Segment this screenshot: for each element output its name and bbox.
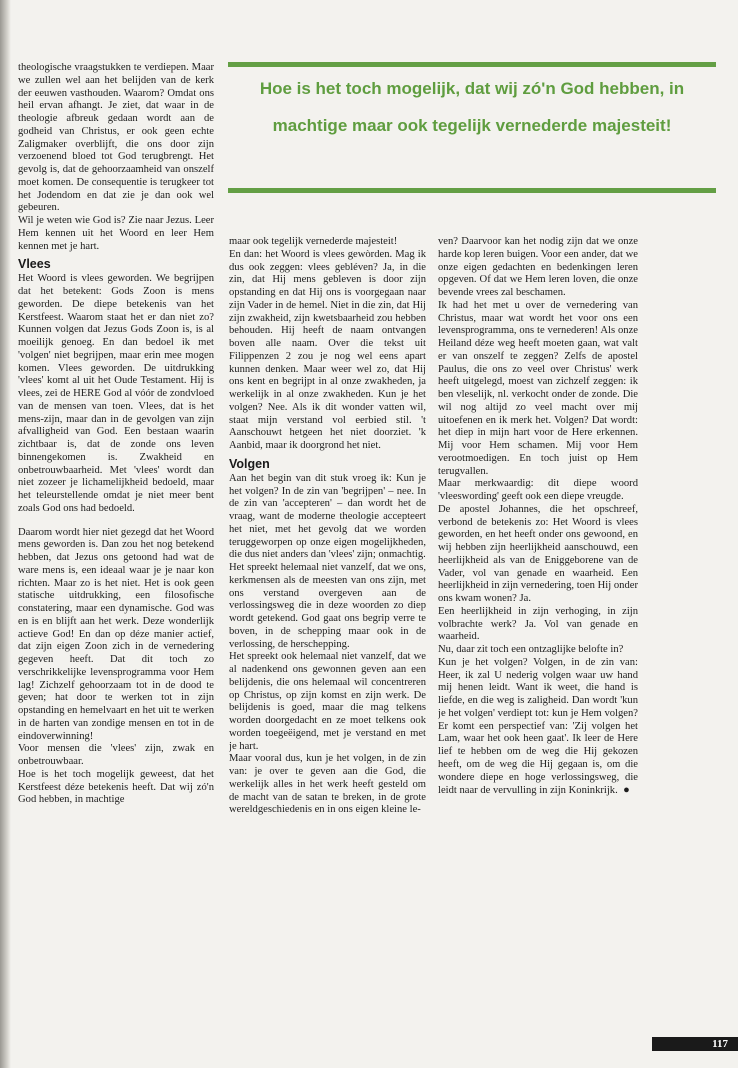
paragraph: Wil je weten wie God is? Zie naar Jezus. Leer Hem kennen uit het Woord en leer Hem kennen met je hart. xyxy=(18,215,214,252)
paragraph: Een heerlijkheid in zijn verhoging, in zijn volbrachte werk? Ja. Vol van genade en waarheid. xyxy=(438,605,638,643)
paragraph: maar ook tegelijk vernederde majesteit! xyxy=(229,236,398,247)
paragraph: Het Woord is vlees geworden. We begrijpen dat het betekent: Gods Zoon is mens geworden. De diepe betekenis van het Kerstfeest. Waarom staat het er dan niet zo? Kunnen volgen dat Jezus Gods Zoon is, is al moeilijk genoeg. En dan bedoel ik met 'volgen' niet begrijpen, maar erin mee mogen komen. Vlees geworden. De uitdrukking 'vlees' komt al uit het Oude Testament. Hij is vlees, zei de HERE God al vóór de zondvloed van de mensen van toen. Vlees, dat is het mens-zijn, maar dan in de gevolgen van zijn afvalligheid van God. Een bestaan waarin zichtbaar is, dat de zonde ons leven binnengekomen is. Zwakheid en onbetrouwbaarheid. Met 'vlees' wordt dan niet zozeer je lichamelijkheid bedoeld, maar het teleurstellende omdat je niet meer bent zoals God ons had bedoeld. xyxy=(18,273,214,514)
section-heading-volgen: Volgen xyxy=(229,456,270,471)
paragraph: ven? Daarvoor kan het nodig zijn dat we onze harde kop leren buigen. Voor een ander, dat we onze eigen gedachten en bedenkingen leren opgeven. Of dat we Hem leren loven, die onze bevende vrees zal beschamen. xyxy=(438,236,638,298)
paragraph: Daarom wordt hier niet gezegd dat het Woord mens geworden is. Dan zou het nog betekend hebben, dat Jezus ons getoond had wat de ware mens is, een ideaal waar je je naar kon richten. Maar zo is het niet. Het is ook geen statische uitdrukking, een filosofische constatering, maar een dynamische. God was en is en blijft aan het werk. Deze wonderlijk actieve God! En dan op déze manier actief, dat zijn eigen Zoon zich in de vernedering gegeven heeft. Dat dit toch zo verschrikkelijke levensprogramma voor Hem lag! Zichzelf gehoorzaam tot in de dood te geven; hat door te werken tot in zijn opstanding en hemelvaart en het uit te werken in de harten van zondige mensen en tot in de eindoverwinning! xyxy=(18,526,214,742)
pull-quote xyxy=(228,62,716,194)
paragraph: Maar vooral dus, kun je het volgen, in de zin van: je over te geven aan die God, die werkelijk alles in het werk heeft gesteld om de macht van de satan te breken, in de grote wereldgeschiedenis en in ons eigen kleine le- xyxy=(229,753,426,816)
paragraph: Maar merkwaardig: dit diepe woord 'vleeswording' geeft ook een diepe vreugde. xyxy=(438,478,638,502)
paragraph: De apostel Johannes, die het opschreef, verbond de betekenis zo: Het Woord is vlees geworden, en het heeft onder ons gewoond, en wij hebben zijn heerlijkheid aanschouwd, een heerlijkheid als van de Eniggeborene van de Vader, vol van genade en waarheid. Een heerlijkheid in zijn vernedering, toen Hij onder ons kwam wonen? Ja. xyxy=(438,503,638,604)
page-number-bar xyxy=(652,1037,738,1051)
paragraph-last xyxy=(438,657,638,798)
paragraph: Hoe is het toch mogelijk geweest, dat het Kerstfeest déze betekenis heeft. Dat wij zó'n God hebben, in machtige xyxy=(18,768,214,806)
pull-quote-rule-bottom xyxy=(228,188,716,193)
paragraph: Het spreekt ook helemaal niet vanzelf, dat we al nadenkend ons gewonnen geven aan een belijdenis, die ons helemaal wil concentreren op Christus, op zijn komst en zijn werk. De belijdenis is goed, maar die mag telkens worden doorgedacht en ze moet telkens ook worden toegeëigend, met je verstand en met je hart. xyxy=(229,651,426,752)
paragraph-text: Kun je het volgen? Volgen, in de zin van: Heer, ik zal U nederig volgen waar uw hand mij henen leidt. Want ik weet, die hand is liefde, en die weg is zaligheid. Dan wordt 'kun je het volgen' verdiept tot: kun je Hem volgen? Er komt een perspectief van: 'Zij volgen het Lam, waar het ook heen gaat'. Ik leer de Here lief te hebben om de weg die Hij gekozen heeft, om de weg die Hij gegaan is, om die wondere diepe en hoge verlossingsweg, die leidt naar de vervulling in zijn Koninkrijk. xyxy=(438,656,638,797)
paragraph: Het spreekt helemaal niet vanzelf, dat we ons, kerkmensen als de meesten van ons zijn, met ons verstand overgeven aan de verlossingsweg die in deze woorden zo diep wordt getekend. God gaat ons begrip verre te boven, in de schepping maar ook in de verlossing, de herschepping. xyxy=(229,562,426,650)
pull-quote-rule-top xyxy=(228,62,716,67)
text-column-3 xyxy=(438,236,638,1016)
pull-quote-text: Hoe is het toch mogelijk, dat wij zó'n God hebben, in machtige maar ook tegelijk vernederde majesteit! xyxy=(259,79,685,135)
paragraph: theologische vraagstukken te verdiepen. Maar we zullen wel aan het belijden van de kerk der eeuwen vasthouden. Waarom? Omdat ons heil ervan afhangt. Je ziet, dat waar in de theologie afbreuk gedaan wordt aan de godheid van Christus, er ook geen echte Zaligmaker overblijft, die ons door zijn verzoenend bloed tot God terugbrengt. Het gevolg is, dat de gehoorzaamheid van onszelf moet komen. De consequentie is terugkeer tot het Jodendom en dat zie je dan ook wel gebeuren. xyxy=(18,62,214,214)
paragraph: Aan het begin van dit stuk vroeg ik: Kun je het volgen? In de zin van 'begrijpen' – nee. In de zin van 'accepteren' – dan wordt het de vraag, want de moderne theologie accepteert het niet, met het gevolg dat we worden teruggeworpen op onze eigen mogelijkheden, die dus niet anders dan 'vlees' zijn; onmachtig. xyxy=(229,472,426,561)
paragraph: Ik had het met u over de vernedering van Christus, maar wat wordt het voor ons een levensprogramma, ons te vernederen! Als onze Heiland déze weg heeft moeten gaan, wat valt er van onszelf te zeggen? Zelfs de apostel Paulus, die ons zo veel over Christus' werk heeft uitgelegd, moest van zichzelf zeggen: ik ben vleselijk, nl. verkocht onder de zonde. Die wil nog altijd zo veel macht over mij uitoefenen en ik merk het. Volgen? Dat wordt: het diep in mijn hart voor de Here erkennen. Mij voor Hem schamen. Mij voor Hem verootmoedigen. En toch juist op Hem terugvallen. xyxy=(438,299,638,477)
section-heading-vlees: Vlees xyxy=(18,257,51,272)
paragraph: Voor mensen die 'vlees' zijn, zwak en onbetrouwbaar. xyxy=(18,743,214,767)
paragraph: Nu, daar zit toch een ontzaglijke belofte in? xyxy=(438,644,624,655)
end-of-article-icon: ● xyxy=(623,784,630,797)
page-gutter-shadow xyxy=(0,0,11,1068)
text-column-2 xyxy=(229,236,426,1006)
page-number: 117 xyxy=(712,1038,728,1050)
paragraph: En dan: het Woord is vlees gewòrden. Mag ik dus ook zeggen: vlees gebléven? Ja, in die zin, dat Hij mens gebleven is door zijn opstanding en dat Hij ons is voorgegaan naar zijn Vader in de hemel. Niet in die zin, dat Hij zijn zwakheid, zijn kwetsbaarheid zou hebben behouden. Hij heeft de naam ontvangen boven alle naam. Over die tekst uit Filippenzen 2 zou je nog wel eens apart kunnen denken. Maar weer wel zo, dat Hij ons kent en begrijpt in al onze zwakheden, ja werkelijk in al onze zwakheden. Kun je het volgen? Nee. Als ik dit wonder vatten wil, staat mijn verstand vol eerbied stil. 't Aanschouwt hetgeen het niet doorziet. 'k Aanbid, maar ik doorgrond het niet. xyxy=(229,248,426,451)
text-column-1 xyxy=(18,62,214,1047)
paragraph-gap xyxy=(18,516,214,527)
